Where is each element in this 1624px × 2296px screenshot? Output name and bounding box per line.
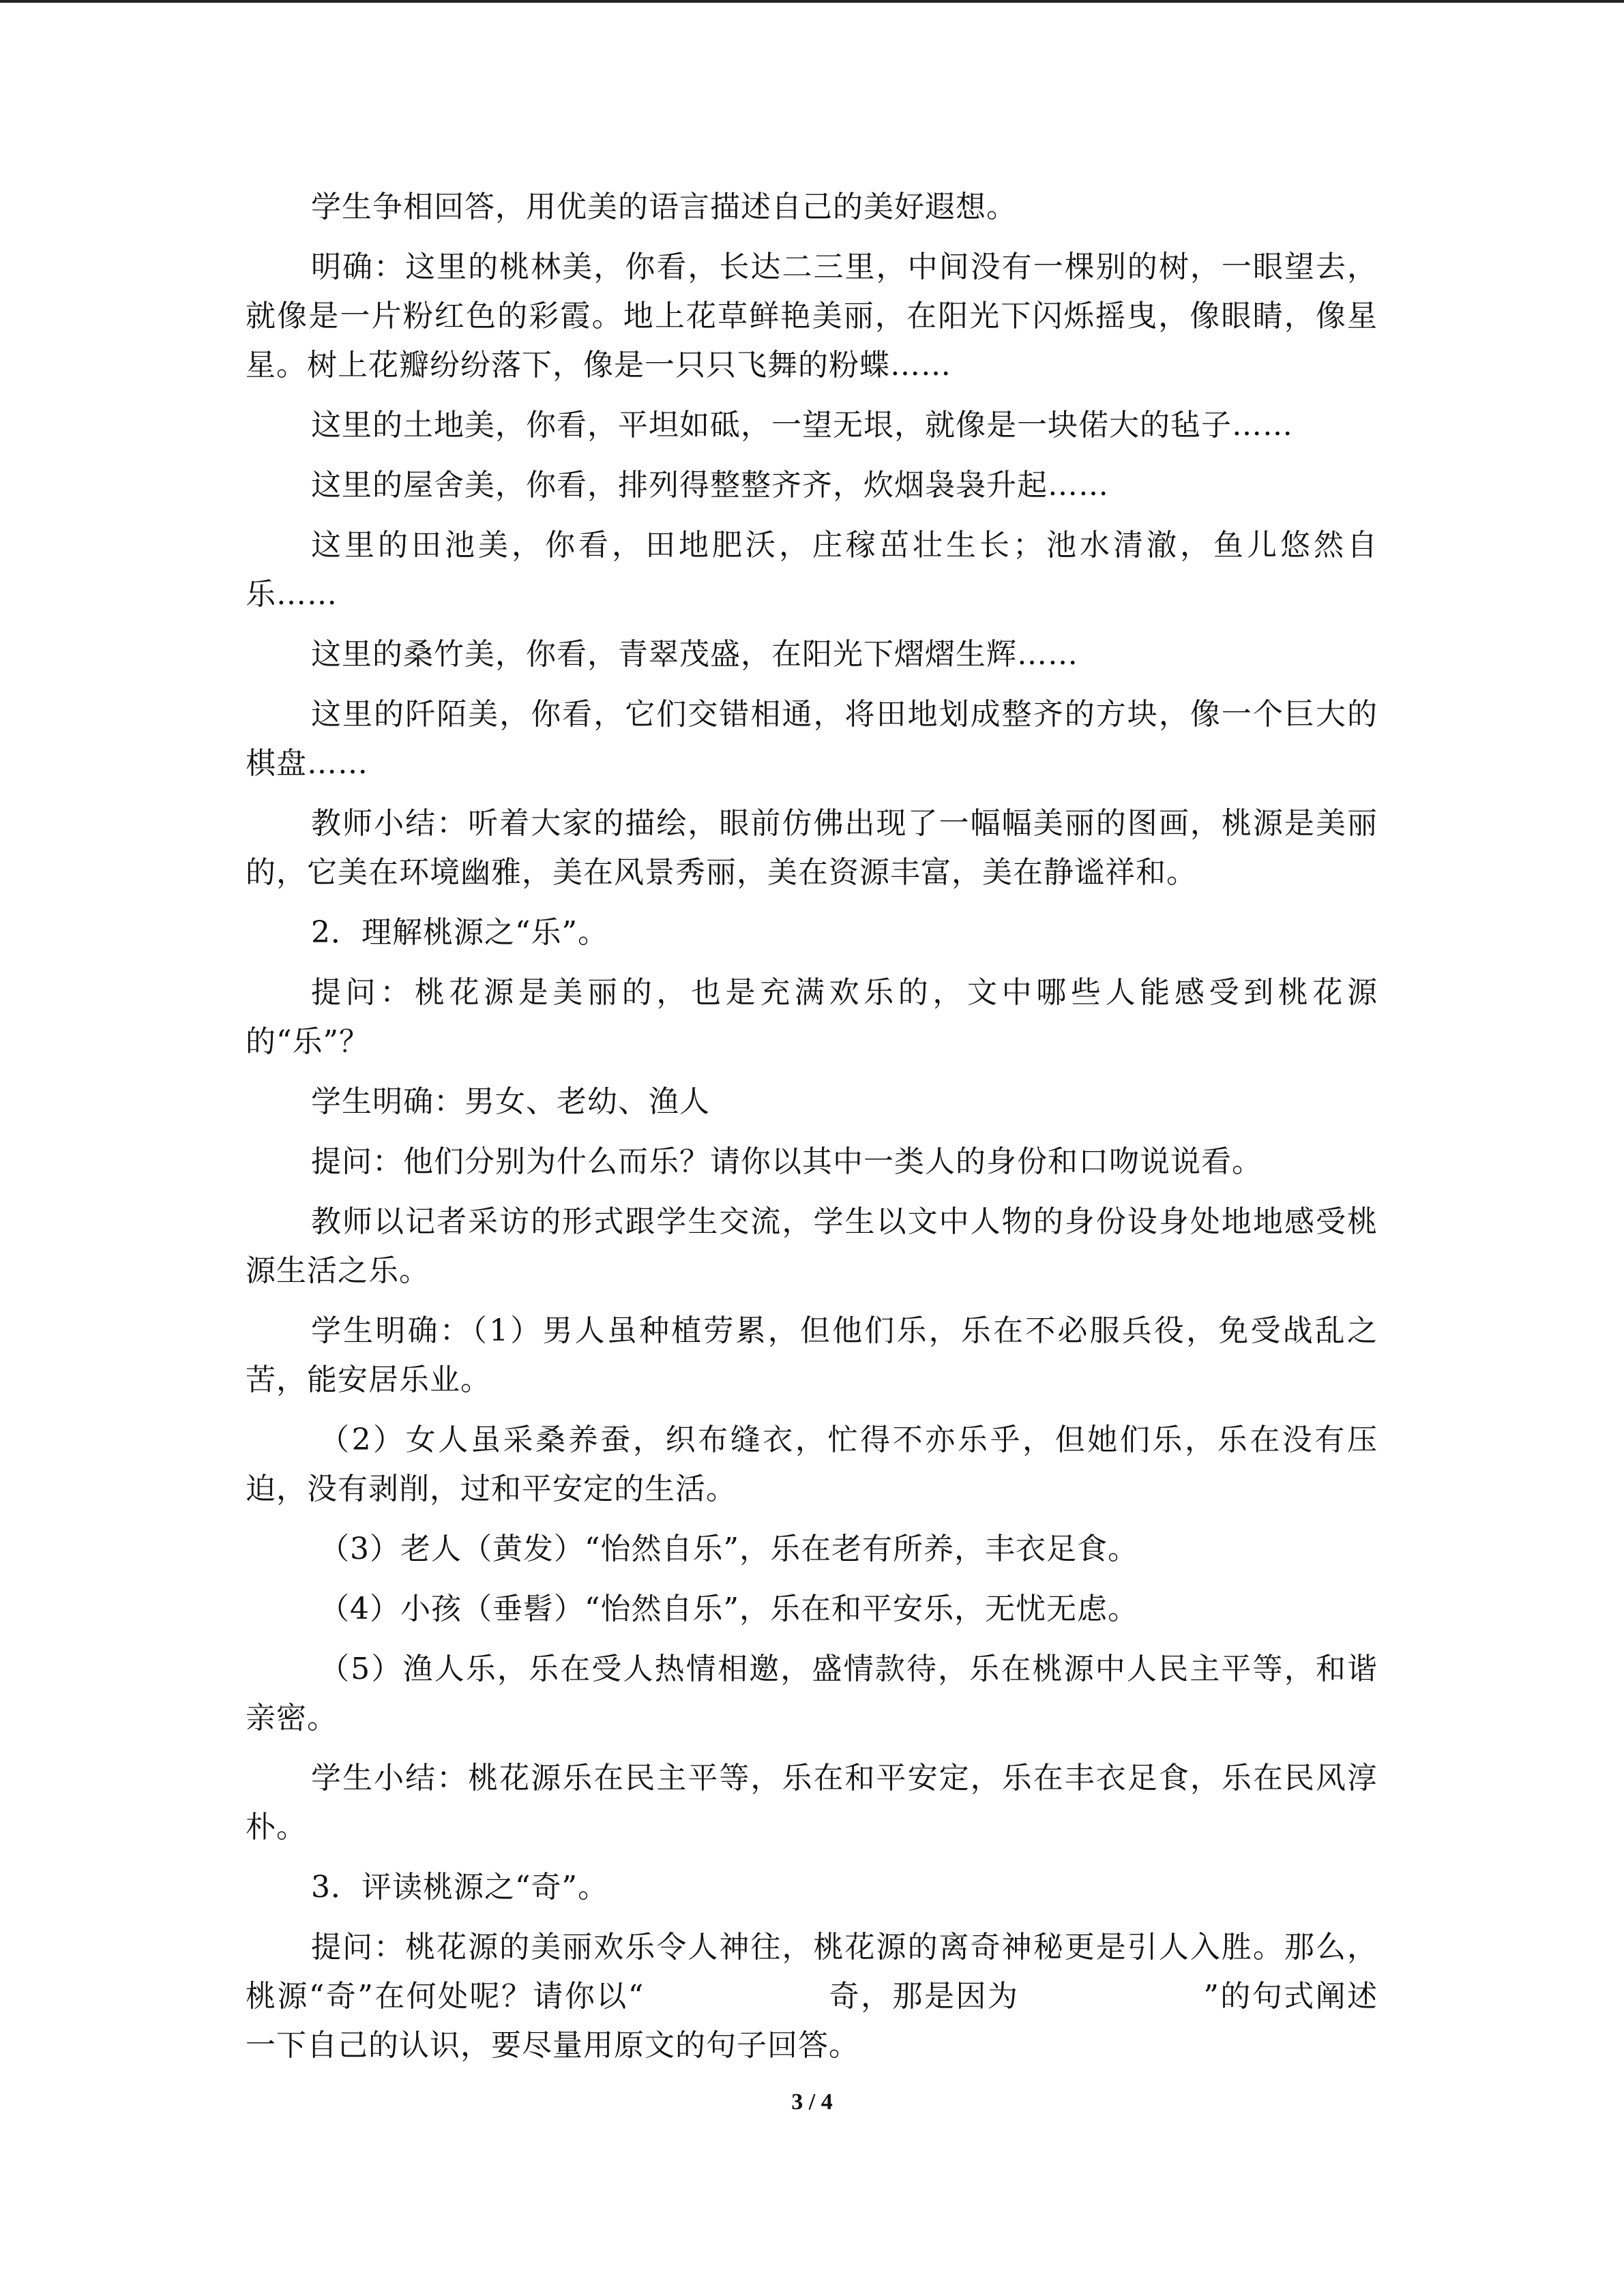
- paragraph: 这里的屋舍美，你看，排列得整整齐齐，炊烟袅袅升起……: [311, 468, 1109, 503]
- paragraph: 提问：桃花源是美丽的，也是充满欢乐的，文中哪些人能感受到桃花源的“乐”？: [246, 975, 1378, 1059]
- document-body: [246, 183, 1378, 2081]
- paragraph: 学生小结：桃花源乐在民主平等，乐在和平安定，乐在丰衣足食，乐在民风淳朴。: [246, 1761, 1378, 1845]
- page-number: 3 / 4: [791, 2089, 833, 2115]
- paragraph: （5）渔人乐，乐在受人热情相邀，盛情款待，乐在桃源中人民主平等，和谐亲密。: [246, 1652, 1378, 1735]
- paragraph: 教师小结：听着大家的描绘，眼前仿佛出现了一幅幅美丽的图画，桃源是美丽的，它美在环境幽雅，美在风景秀丽，美在资源丰富，美在静谧祥和。: [246, 806, 1378, 890]
- paragraph: 这里的土地美，你看，平坦如砥，一望无垠，就像是一块偌大的毡子……: [311, 408, 1293, 443]
- paragraph-text-part: ”的句式阐述一下自己的认识，要尽量用原文的句子回答。: [246, 1979, 1378, 2063]
- paragraph: 明确：这里的桃林美，你看，长达二三里，中间没有一棵别的树，一眼望去，就像是一片粉红色的彩霞。地上花草鲜艳美丽，在阳光下闪烁摇曳，像眼睛，像星星。树上花瓣纷纷落下，像是一只只飞舞的粉蝶……: [246, 250, 1378, 383]
- paragraph-text-part: 奇，那是因为: [828, 1979, 1020, 2014]
- section-heading: 2．理解桃源之“乐”。: [311, 915, 608, 950]
- paragraph: （4）小孩（垂髫）“怡然自乐”，乐在和平安乐，无忧无虑。: [319, 1592, 1138, 1626]
- paragraph: 学生明确：男女、老幼、渔人: [311, 1084, 710, 1119]
- top-border-line: [0, 0, 1624, 3]
- paragraph-text-part: 提问：桃花源的美丽欢乐令人神往，桃花源的离奇神秘更是引人入胜。那么，桃源“奇”在何处呢？请你以“: [246, 1930, 1378, 2014]
- paragraph: 学生争相回答，用优美的语言描述自己的美好遐想。: [311, 190, 1017, 224]
- paragraph: 学生明确：（1）男人虽种植劳累，但他们乐，乐在不必服兵役，免受战乱之苦，能安居乐业。: [246, 1313, 1378, 1397]
- paragraph: 这里的阡陌美，你看，它们交错相通，将田地划成整齐的方块，像一个巨大的棋盘……: [246, 697, 1378, 781]
- paragraph-with-blanks: [246, 1923, 1378, 2070]
- paragraph: 教师以记者采访的形式跟学生交流，学生以文中人物的身份设身处地地感受桃源生活之乐。: [246, 1204, 1378, 1288]
- paragraph: （2）女人虽采桑养蚕，织布缝衣，忙得不亦乐乎，但她们乐，乐在没有压迫，没有剥削，过和平安定的生活。: [246, 1422, 1378, 1506]
- paragraph: 这里的桑竹美，你看，青翠茂盛，在阳光下熠熠生辉……: [311, 637, 1078, 672]
- paragraph: 提问：他们分别为什么而乐？请你以其中一类人的身份和口吻说说看。: [311, 1144, 1263, 1179]
- paragraph: （3）老人（黄发）“怡然自乐”，乐在老有所养，丰衣足食。: [319, 1532, 1138, 1566]
- paragraph: 这里的田池美，你看，田地肥沃，庄稼茁壮生长；池水清澈，鱼儿悠然自乐……: [246, 528, 1378, 612]
- section-heading: 3．评读桃源之“奇”。: [311, 1870, 608, 1905]
